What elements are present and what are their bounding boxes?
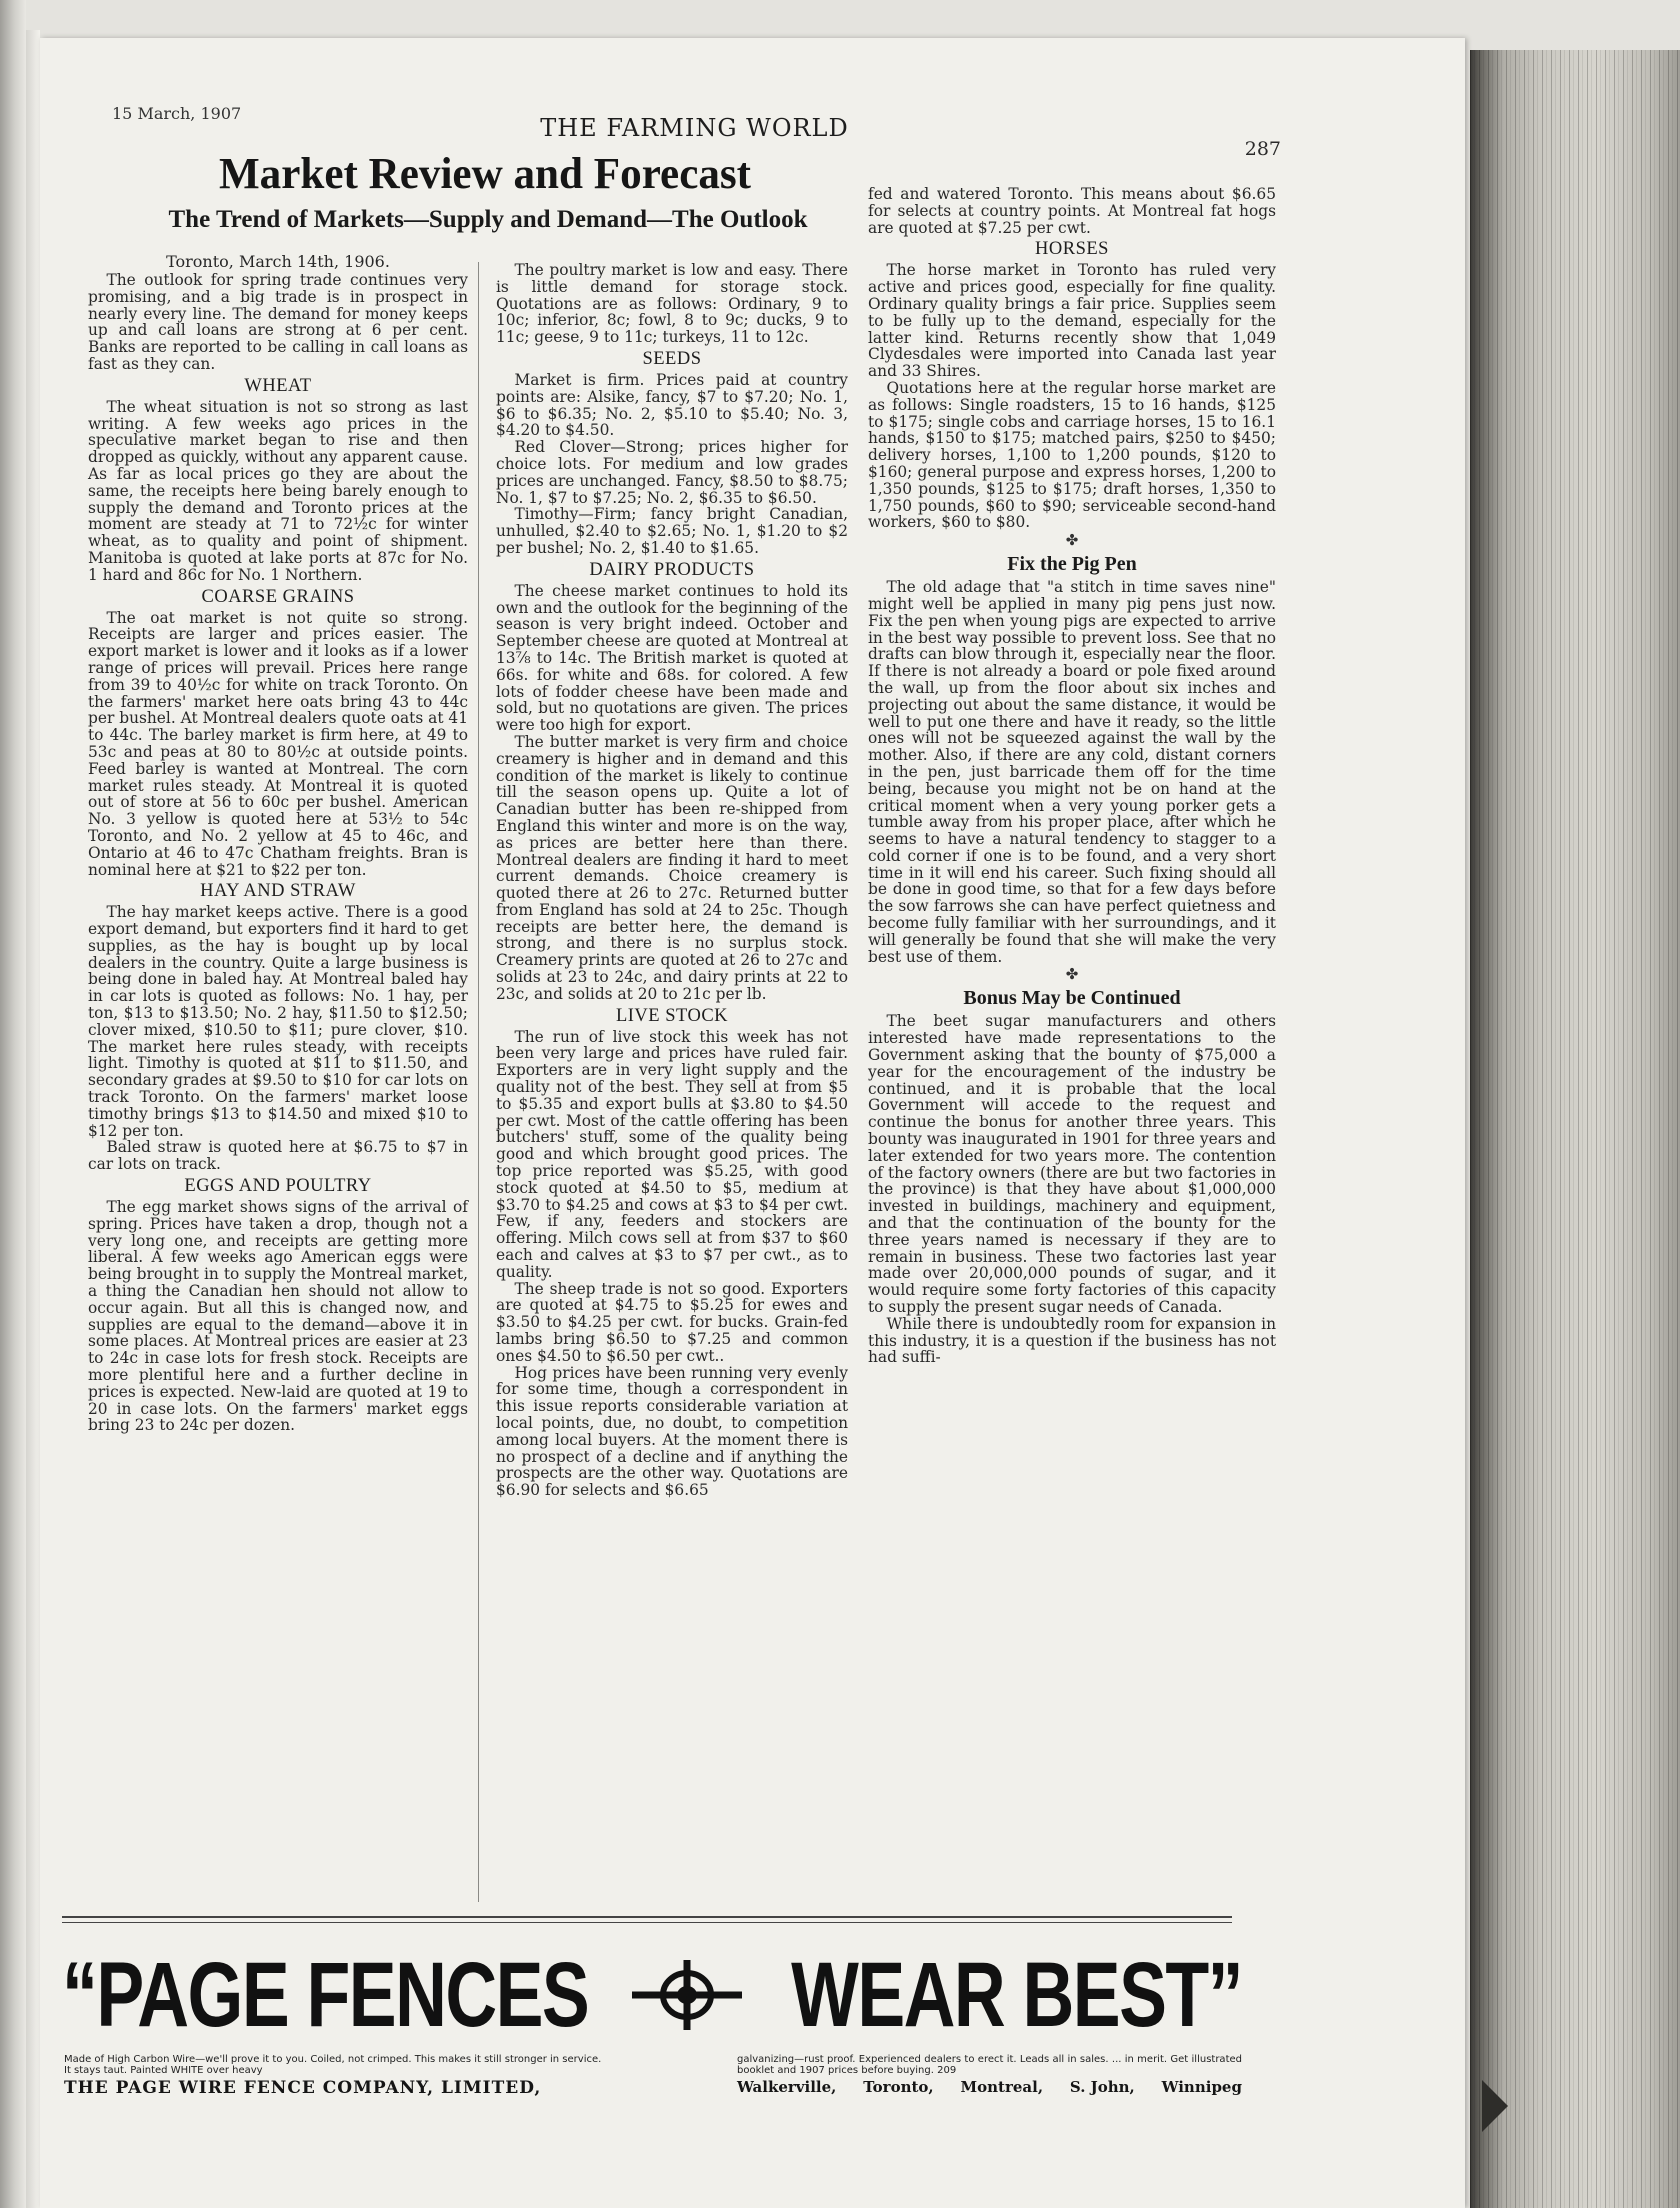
ornament-icon: ✤	[1065, 531, 1079, 550]
ad-top-rule	[62, 1916, 1232, 1918]
paragraph: The outlook for spring trade continues very promising, and a big trade is in prospect in nearly every line. The demand for money keeps up and call loans are strong at 6 per cent. Banks are reported to be calling in call loans as fast as they can.	[88, 271, 468, 373]
section-heading: SEEDS	[642, 348, 702, 369]
paragraph: fed and watered Toronto. This means about $6.65 for selects at country points. At Montreal fat hogs are quoted at $7.25 per cwt.	[868, 185, 1276, 237]
article-heading: Fix the Pig Pen	[1007, 553, 1137, 576]
ornament-icon: ✤	[1065, 965, 1079, 984]
page-header	[112, 100, 1281, 160]
paragraph: Quotations here at the regular horse market are as follows: Single roadsters, 15 to 16 hands, $125 to $175; single cobs and carriage horses, 15 to 16.1 hands, $150 to $175; matched pairs, $250 to $450; delivery horses, 1,100 to 1,200 pounds, $120 to $160; general purpose and express horses, 1,200 to 1,350 pounds, $125 to $175; draft horses, 1,350 to 1,750 pounds, $60 to $90; serviceable second-hand workers, $60 to $80.	[868, 378, 1276, 532]
ad-copy-right: galvanizing—rust proof. Experienced dealers to erect it. Leads all in sales. ... in merit. Get illustrated booklet and 1907 prices before buying. 209	[737, 2054, 1242, 2076]
page-fences-advertisement	[62, 1932, 1242, 2102]
previous-page-edge	[0, 0, 26, 2208]
ad-city: Winnipeg	[1161, 2078, 1242, 2096]
paragraph: The wheat situation is not so strong as last writing. A few weeks ago prices in the speculative market began to rise and then dropped as quickly, without any apparent cause. As far as local prices go they are about the same, the receipts here being barely enough to supply the demand and Toronto prices at the moment are steady at 71 to 72½c for winter wheat, as to quality and point of shipment. Manitoba is quoted at lake ports at 87c for No. 1 hard and 86c for No. 1 Northern.	[88, 397, 468, 584]
paragraph: Hog prices have been running very evenly for some time, though a correspondent in this issue reports considerable variation at local points, due, no doubt, to competition among local buyers. At the moment there is no prospect of a decline and if anything the prospects are the other way. Quotations are $6.90 for selects and $6.65	[496, 1363, 848, 1500]
article-heading: Bonus May be Continued	[963, 987, 1181, 1010]
column-2	[496, 262, 848, 1499]
paragraph: While there is undoubtedly room for expansion in this industry, it is a question if the business has not had suffi-	[868, 1314, 1276, 1367]
ad-city: Walkerville,	[737, 2078, 837, 2096]
ad-city: Toronto,	[863, 2078, 934, 2096]
ad-headline-left: “PAGE FENCES	[62, 1944, 589, 2046]
ad-city: Montreal,	[960, 2078, 1044, 2096]
page-turn-arrow-icon	[1482, 2080, 1508, 2132]
paragraph: The beet sugar manufacturers and others interested have made representations to the Government asking that the bounty of $75,000 a year for the encouragement of the industry be continued, and it is probable that the local Government will accede to the request and continue the bonus for another three years. This bounty was inaugurated in 1901 for three years and later extended for two years more. The contention of the factory owners (there are but two factories in the province) is that they have about $1,000,000 invested in buildings, machinery and equipment, and that the continuation of the bounty for the three years named is necessary if they are to remain in business. These two factories last year made over 20,000,000 pounds of sugar, and it would require some forty factories of this capacity to supply the present sugar needs of Canada.	[868, 1012, 1276, 1317]
ad-company-name: THE PAGE WIRE FENCE COMPANY, LIMITED,	[64, 2078, 542, 2098]
section-heading: HORSES	[1035, 239, 1109, 260]
paragraph: The horse market in Toronto has ruled very active and prices good, especially for fine quality. Ordinary quality brings a fair price. Supplies seem to be fully up to the demand, especially for the latter kind. Returns recently show that 1,049 Clydesdales were imported into Canada last year and 33 Shires.	[868, 261, 1276, 381]
page-number: 287	[1244, 138, 1281, 160]
paragraph: Market is firm. Prices paid at country points are: Alsike, fancy, $7 to $7.20; No. 1, $6 to $6.35; No. 2, $5.10 to $5.40; No. 3, $4.20 to $4.50.	[496, 370, 848, 440]
paragraph: The oat market is not quite so strong. Receipts are larger and prices easier. The export market is lower and it looks as if a lower range of prices will prevail. Prices here range from 39 to 40½c for white on track Toronto. On the farmers' market here oats bring 43 to 44c per bushel. At Montreal dealers quote oats at 41 to 44c. The barley market is firm here, at 49 to 53c and peas at 80 to 80½c at outside points. Feed barley is wanted at Montreal. The corn market rules steady. At Montreal it is quoted out of store at 56 to 60c per bushel. American No. 3 yellow is quoted here at 53½ to 54c Toronto, and No. 2 yellow at 45 to 46c, and Ontario at 46 to 47c Chatham freights. Bran is nominal here at $21 to $22 per ton.	[88, 608, 468, 879]
paragraph: The sheep trade is not so good. Exporters are quoted at $4.75 to $5.25 for ewes and $3.50 to $4.25 per cwt. for bucks. Grain-fed lambs bring $6.50 to $7.25 and common ones $4.50 to $6.50 per cwt..	[496, 1279, 848, 1365]
issue-date: 15 March, 1907	[112, 104, 242, 123]
paragraph: The poultry market is low and easy. There is little demand for storage stock. Quotations are as follows: Ordinary, 9 to 10c; inferior, 8c; fowl, 8 to 9c; ducks, 9 to 11c; geese, 9 to 11c; turkeys, 11 to 12c.	[496, 261, 848, 347]
paragraph: The old adage that "a stitch in time saves nine" might well be applied in many pig pens just now. Fix the pen when young pigs are expected to arrive in the best way possible to prevent loss. See that no drafts can blow through it, especially near the floor. If there is not already a board or pole fixed around the wall, up from the floor about six inches and projecting out about the same distance, it would be well to put one there and have it ready, so the little ones will not be squeezed against the wall by the mother. Also, if there are any cold, distant corners in the pen, just barricade them off for the time being, because you might not be on hand at the critical moment when a very young porker gets a tumble away from his proper place, after which he seems to have a natural tendency to stagger to a cold corner if one is to be found, and a very short time in it will end his career. Such fixing should all be done in good time, so that for a few days before the sow farrows she can have perfect quietness and become fully familiar with her surroundings, and it will generally be found that she will make the very best use of them.	[868, 578, 1276, 966]
book-page-stack	[1470, 50, 1680, 2208]
paragraph: The egg market shows signs of the arrival of spring. Prices have taken a drop, though not a very long one, and receipts are getting more liberal. A few weeks ago American eggs were being brought in to supply the Montreal market, a thing the Canadian hen should not allow to occur again. But all this is changed now, and supplies are equal to the demand—above it in some places. At Montreal prices are easier at 23 to 24c in case lots for fresh stock. Receipts are more plentiful here and a further decline in prices is expected. New-laid are quoted at 19 to 20 in case lots. On the farmers' market eggs bring 23 to 24c per dozen.	[88, 1198, 468, 1435]
journal-title: THE FARMING WORLD	[540, 114, 849, 142]
paragraph: The run of live stock this week has not been very large and prices have ruled fair. Exporters are in very light supply and the quality not of the best. They sell at from $5 to $5.35 and export bulls at $3.80 to $4.50 per cwt. Most of the cattle offering has been butchers' stuff, some of the quality being good and which brought good prices. The top price reported was $5.25, with good stock quoted at $4.50 to $5, medium at $3.70 to $4.25 and cows at $3 to $4 per cwt. Few, if any, feeders and stockers are offering. Milch cows sell at from $37 to $60 each and calves at $3 to $7 per cwt., as to quality.	[496, 1027, 848, 1281]
section-heading: WHEAT	[244, 375, 312, 396]
column-3	[868, 186, 1276, 1366]
article-title: Market Review and Forecast	[218, 149, 752, 198]
section-heading: LIVE STOCK	[615, 1005, 729, 1026]
section-heading: HAY AND STRAW	[200, 881, 356, 902]
dateline: Toronto, March 14th, 1906.	[166, 252, 390, 271]
paragraph: The cheese market continues to hold its own and the outlook for the beginning of the season is very bright indeed. October and September cheese are quoted at Montreal at 13⅞ to 14c. The British market is quoted at 66s. for white and 68s. for colored. A few lots of fodder cheese have been made and sold, but no quotations are given. The prices were too high for export.	[496, 581, 848, 735]
ad-cities	[737, 2078, 1242, 2096]
column-1	[88, 252, 468, 1434]
ad-city: S. John,	[1069, 2078, 1135, 2096]
paragraph: Timothy—Firm; fancy bright Canadian, unhulled, $2.40 to $2.65; No. 1, $1.20 to $2 per bushel; No. 2, $1.40 to $1.65.	[496, 505, 848, 557]
section-heading: COARSE GRAINS	[201, 586, 355, 607]
column-rule	[478, 262, 479, 1902]
section-heading: DAIRY PRODUCTS	[589, 559, 755, 580]
paragraph: Red Clover—Strong; prices higher for choice lots. For medium and low grades prices are unchanged. Fancy, $8.50 to $8.75; No. 1, $7 to $7.25; No. 2, $6.35 to $6.50.	[496, 438, 848, 507]
article-subtitle: The Trend of Markets—Supply and Demand—The Outlook	[168, 206, 808, 233]
paragraph: The hay market keeps active. There is a good export demand, but exporters find it hard to get supplies, as the hay is bought up by local dealers in the country. Quite a large business is being done in baled hay. At Montreal baled hay in car lots is quoted as follows: No. 1 hay, per ton, $13 to $13.50; No. 2 hay, $11.50 to $12.50; clover mixed, $10.50 to $11; pure clover, $10. The market here rules steady, with receipts light. Timothy is quoted at $11 to $11.50, and secondary grades at $9.50 to $10 for car lots on track Toronto. On the farmers' market loose timothy brings $13 to $14.50 and mixed $10 to $12 per ton.	[88, 903, 468, 1140]
paragraph: The butter market is very firm and choice creamery is higher and in demand and this condition of the market is likely to continue till the season opens up. Quite a lot of Canadian butter has been re-shipped from England this winter and more is on the way, as prices are better here than there. Montreal dealers are finding it hard to meet current demands. Choice creamery is quoted there at 26 to 27c. Returned butter from England has sold at 24 to 25c. Though receipts are better here, the demand is strong, and there is no surplus stock. Creamery prints are quoted at 26 to 27c and solids at 23 to 24c, and dairy prints at 22 to 23c, and solids at 20 to 21c per lb.	[496, 732, 848, 1003]
page-gutter	[26, 30, 40, 2208]
ad-headline-right: WEAR BEST”	[791, 1944, 1242, 2046]
section-heading: EGGS AND POULTRY	[184, 1176, 372, 1197]
ad-copy-left: Made of High Carbon Wire—we'll prove it to you. Coiled, not crimped. This makes it still stronger in service. It stays taut. Painted WHITE over heavy	[64, 2054, 602, 2076]
fence-knot-logo-icon	[632, 1960, 742, 2030]
paragraph: Baled straw is quoted here at $6.75 to $7 in car lots on track.	[88, 1138, 468, 1174]
ad-top-rule-thin	[62, 1922, 1232, 1923]
